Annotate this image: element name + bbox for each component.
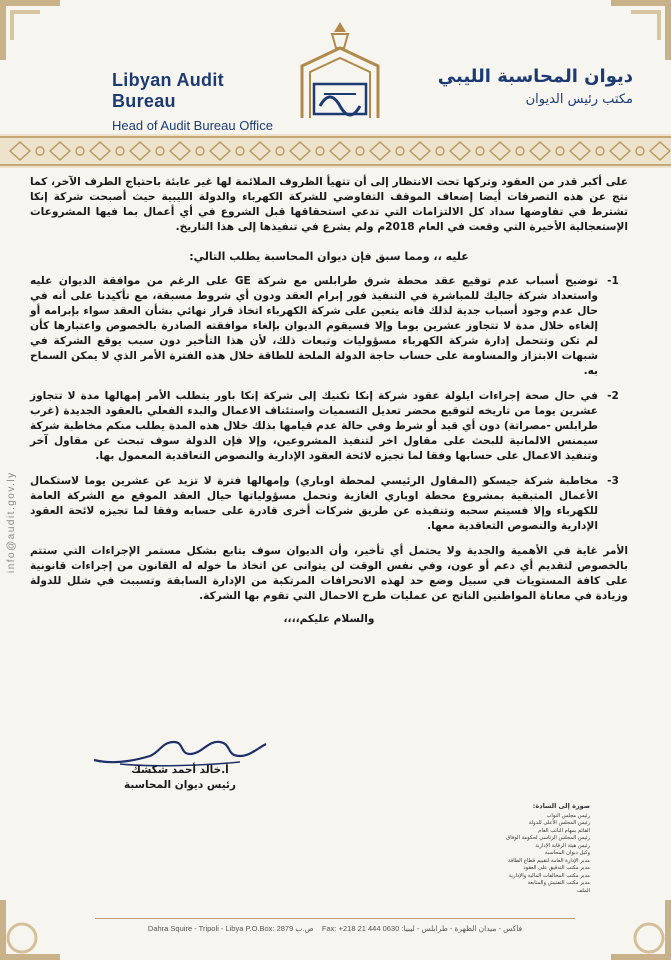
- cc-line: مدير مكتب التفتيش والمتابعة: [527, 880, 590, 886]
- arabic-title: ديوان المحاسبة الليبي: [437, 66, 633, 87]
- arabic-subtitle: مكتب رئيس الديوان: [525, 92, 633, 107]
- request-item: [30, 474, 628, 534]
- closing-paragraph: الأمر غاية في الأهمية والجدية ولا يحتمل أي تأخير، وأن الديوان سوف يتابع بشكل مستمر الإجراءات التي ستتم بالخصوص لتقديم أي دعم أو عون، وفي نفس الوقت لن يتوانى عن اتخاذ ما خوله له القانون من إجراءات قانونية على كافة المستويات في سبيل وضع حد لهذه الانحرافات المرتكبة من الإدارة السابقة وتسببت في شلل للدولة وزيادة في معاناة المواطنين الناتج عن عمليات طرح الاحمال التي تقوم بها الشركة.: [30, 545, 628, 602]
- signatory-block: [95, 763, 265, 793]
- letter-body: [30, 175, 628, 635]
- footer-left: Dahra Squire - Tripoli - Libya P.O.Box: 2879 ص.ب: [147, 924, 314, 933]
- cc-line: رئيس مجلس النواب: [546, 812, 590, 819]
- cc-title: صورة إلى السادة:: [532, 802, 590, 810]
- cc-list: [430, 803, 590, 895]
- audit-bureau-emblem: [294, 18, 386, 126]
- english-letterhead: [112, 70, 292, 133]
- cc-line: مدير مكتب التدقيق على العقود: [523, 865, 590, 871]
- footer-right: Fax: +218 21 444 0630 :فاكس - ميدان الظهرة - طرابلس - ليبيا: [321, 924, 523, 933]
- corner-ornament-top-left: [0, 0, 60, 60]
- cc-line: مدير الإدارة العامة لتقييم قطاع الطاقة: [508, 857, 590, 864]
- corner-ornament-bottom-right: [611, 900, 671, 960]
- corner-ornament-bottom-left: [0, 900, 60, 960]
- request-text: في حال صحة إجراءات ايلولة عقود شركة إنكا تكنيك إلى شركة إنكا باور يتطلب الأمر إمهالها مدة لا تتجاوز عشرين يوما من تاريخه لتوقيع محضر تعديل التسميات واستئناف الاعمال والبدء الفعلي بالعقود الجديدة (غرب طرابلس -مصراتة) دون أي قيد أو شرط وفي حالة عدم قيامها بذلك خلال هذه المدة يطلب منكم مخاطبة شركة سيمنس الالمانية للبحث على مقاول اخر لتنفيذ المشروعين، وإلا فإن الدولة سوف تبحث عن مقاول آخر وتنفيذ الاعمال على حسابها وفقا لما تجيزه لائحة العقود الإدارية والنصوص التعاقدية المعمول بها.: [30, 390, 598, 462]
- footer-address: [100, 924, 570, 933]
- corner-ornament-top-right: [611, 0, 671, 60]
- cc-line: القائم بمهام النائب العام: [538, 827, 590, 834]
- english-title: Libyan Audit Bureau: [112, 70, 224, 111]
- english-subtitle: Head of Audit Bureau Office: [112, 118, 273, 133]
- cc-line: رئيس هيئة الرقابة الإدارية: [535, 842, 590, 849]
- intro-paragraph: على أكبر قدر من العقود وتركها تحت الانتظار إلى أن تتهيأ الظروف الملائمة لها غير عابئة باحتياج الطرف الآخر، كما نتج عن هذه التصرفات أيضا إضعاف الموقف التفاوضي للشركة الكهرباء والدولة الليبية حيث أصبحت شركة إنكا تشترط في تفاوضها سداد كل الالتزامات التي تدعي استحقاقها قبل الشروع في أي أعمال بما فيها المشروعات الإستعجالية الأخيرة التي وقعت في العام 2018م ولم يشرع في تنفيذها إلى هذا التاريخ.: [30, 176, 628, 233]
- cc-line: رئيس المجلس الرئاسي لحكومة الوفاق: [506, 835, 590, 841]
- side-email-text: info@audit.gov.ly: [6, 471, 17, 573]
- side-email-vertical: [2, 395, 22, 575]
- arabic-letterhead: [423, 66, 633, 107]
- footer-divider: [95, 918, 575, 919]
- cc-line: الملف: [576, 887, 590, 894]
- request-item: [30, 274, 628, 379]
- request-text: توضيح أسباب عدم توقيع عقد محطة شرق طرابلس مع شركة GE على الرغم من موافقة الديوان عليه واستعداد شركة جاليك للمباشرة في التنفيذ فور إبرام العقد ودون أي شروط مسبقة، مع تأكيدنا على أنه في حال عدم وجود أسباب جدية لذلك فانه يتعين على شركة الكهرباء اتخاذ قرار نهائي بشأن العقد سواء بإبرامه أو إلغاءه خلال مدة لا تتجاوز عشرين يوما وإلا فسيقوم الديوان بإلغاء موافقته الصادرة بالخصوص واعتبارها كأن لم تكن وتتحمل إدارة شركة الكهرباء مسؤوليات وتبعات ذلك، لأن هذا التأخير دون سبب يوقع الشركة في شبهات الابتزاز والمساومة على حساب حاجة الدولة الملحة للطاقة خلال هذه الفترة الأمر الذي لا يمكن السماح به.: [30, 275, 598, 377]
- cc-line: رئيس المجلس الأعلى للدولة: [528, 820, 590, 826]
- signatory-title: رئيس ديوان المحاسبة: [124, 779, 236, 791]
- cc-line: مدير مكتب المخالفات المالية والإدارية: [508, 872, 590, 879]
- decorative-border-band: [0, 134, 671, 168]
- request-text: مخاطبة شركة جيسكو (المقاول الرئيسي لمحطة اوباري) وإمهالها فترة لا تزيد عن عشرين يوما لاستكمال الأعمال المتبقية بمشروع محطة اوباري الغازية وتحمل مسؤولياتها حيال العقد الموقع مع الشركة العامة للكهرباء وإلا فسيتم سحبه وتنفيذه عن طريق شركات أخرى قادرة على حسابه وفقا لما تجيزه لائحة العقود الإدارية والنصوص التعاقدية معها.: [30, 475, 598, 532]
- request-number: 2-: [607, 390, 619, 402]
- requests-heading: عليه ،، ومما سبق فإن ديوان المحاسبة يطلب التالي:: [189, 250, 469, 263]
- request-item: [30, 389, 628, 464]
- cc-line: وكيل ديوان المحاسبة: [544, 850, 590, 856]
- salutation: والسلام عليكم،،،،: [283, 613, 375, 625]
- request-number: 3-: [607, 475, 619, 487]
- signatory-name: أ.خالد أحمد شكشك: [131, 764, 229, 776]
- request-number: 1-: [607, 275, 619, 287]
